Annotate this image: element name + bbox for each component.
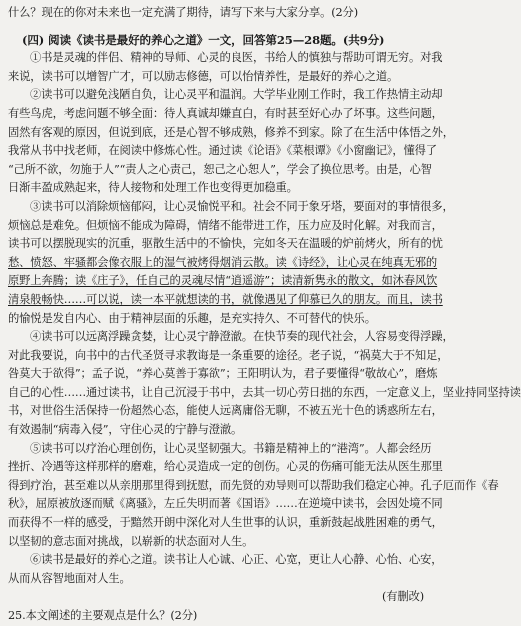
underlined-paragraph-line: 清泉般畅快……可以说，读一本平就想读的书，就像遇见了仰慕已久的朋友。而且，读书 bbox=[8, 292, 443, 306]
paragraph-line: 烦恼总是难免。但烦恼不能成为障碍，情绪不能带进工作，压力应及时化解。对我而言， bbox=[8, 218, 443, 232]
paragraph-line: 来说，读书可以增智广才，可以励志修德，可以怡情养性，是最好的养心之道。 bbox=[8, 69, 399, 83]
question-25: 25.本文阐述的主要观点是什么？(2分) bbox=[8, 609, 198, 622]
paragraph-line: 我常从书中找老师，在阅读中修炼心性。通过读《论语》《菜根谭》《小窗幽记》，懂得了 bbox=[8, 144, 437, 158]
paragraph-line: 咎莫大于欲得”；孟子说，“养心莫善于寡欲”；王阳明认为，君子要懂得“敬故心”，磨炼 bbox=[8, 367, 438, 381]
section-heading: (四) 阅读《读书是最好的养心之道》一文，回答第25—28题。(共9分) bbox=[22, 32, 385, 47]
paragraph-line: 日渐丰盈成熟起来，待人接物和处理工作也变得更加稳重。 bbox=[8, 181, 298, 195]
paragraph-line: 的愉悦是发自内心、由于精神层面的乐趣，是充实持久、不可替代的快乐。 bbox=[8, 311, 376, 325]
paragraph-line: ⑤读书可以疗治心理创伤，让心灵坚韧强大。书籍是精神上的“港湾”。人都会经历 bbox=[30, 441, 432, 455]
paragraph-line: 得到疗治，甚至难以从亲朋那里得到抚慰，而先贤的劝导则可以帮助我们稳定心神。孔子厄而作《春 bbox=[8, 478, 499, 492]
paragraph-line: 自己的心性……通过读书，让自己沉浸于书中，去其一切心劳日拙的东西，一定意义上，坚业持同坚持读 bbox=[8, 385, 521, 399]
paragraph-line: 书，对世俗生活保持一份超然心态，能使人远离庸俗无聊，不被五光十色的诱惑所左右， bbox=[8, 404, 443, 418]
paragraph-line: 有些鸟虎，考虑问题不够全面：待人真诚却嫌直白，有时甚至好心办了坏事。这些问题， bbox=[8, 106, 443, 120]
paragraph-line: 挫折、冷遇等这样那样的磨难，给心灵造成一定的创伤。心灵的伤痛可能无法从医生那里 bbox=[8, 460, 443, 474]
paragraph-line: ②读书可以避免浅陋自负，让心灵平和温润。大学毕业刚工作时，我工作热情主动却 bbox=[30, 88, 443, 102]
paragraph-line: ⑥读书是最好的养心之道。读书让人心诚、心正、心宽，更让人心静、心怡、心安， bbox=[30, 553, 443, 567]
paragraph-line: 从而从容智地面对人生。 bbox=[8, 571, 131, 585]
source-note: (有删改) bbox=[382, 590, 424, 604]
paragraph-line: “己所不欲，勿施于人”“责人之心责己，恕己之心恕人”，学会了换位思考。由是，心智 bbox=[8, 162, 432, 176]
paragraph-line: ①书是灵魂的伴侣、精神的导师、心灵的良医，书给人的慎独与帮助可谓无穷。对我 bbox=[30, 51, 443, 65]
underlined-paragraph-line: 愁、愤怒、牢骚都会像衣服上的湿气被烤得烟消云散。读《诗经》，让心灵在纯真无邪的 bbox=[8, 255, 438, 269]
paragraph-line: ③读书可以消除烦恼郁闷，让心灵愉悦平和。社会不同于象牙塔，要面对的事情很多， bbox=[30, 199, 454, 213]
paragraph-line: 读书可以摆脱现实的沉重，驱散生活中的不愉快，完如冬天在温暖的炉前烤火，所有的忧 bbox=[8, 237, 443, 251]
previous-question-prompt: 什么？现在的你对未来也一定充满了期待，请写下来与大家分享。(2分) bbox=[8, 6, 358, 19]
paragraph-line: 秋》，屈原被放逐而赋《离骚》，左丘失明而著《国语》……在逆境中读书，会因处境不同 bbox=[8, 497, 443, 511]
paragraph-line: 有效遏制“病毒入侵”，守住心灵的宁静与澄澈。 bbox=[8, 423, 243, 437]
paragraph-line: 以坚韧的意志面对挑战，以崭新的状态面对人生。 bbox=[8, 534, 254, 548]
paragraph-line: 对此我要说，向书中的古代圣贤寻求教诲是一条重要的途径。老子说，“祸莫大于不知足， bbox=[8, 348, 449, 362]
paragraph-line: ④读书可以远离浮躁贪婪，让心灵宁静澄澈。在快节奏的现代社会，人容易变得浮躁， bbox=[30, 330, 454, 344]
paragraph-line: 而获得不一样的感受，于黯然开朗中深化对人生世事的认识，重新鼓起战胜困难的勇气， bbox=[8, 516, 443, 530]
underlined-paragraph-line: 原野上奔腾；读《庄子》，任自己的灵魂尽情“逍遥游”；读清新隽永的散文，如沐春风饮 bbox=[8, 274, 438, 288]
paragraph-line: 固然有客观的原因，但说到底，还是心智不够成熟，修养不到家。除了在生活中体悟之外， bbox=[8, 125, 454, 139]
